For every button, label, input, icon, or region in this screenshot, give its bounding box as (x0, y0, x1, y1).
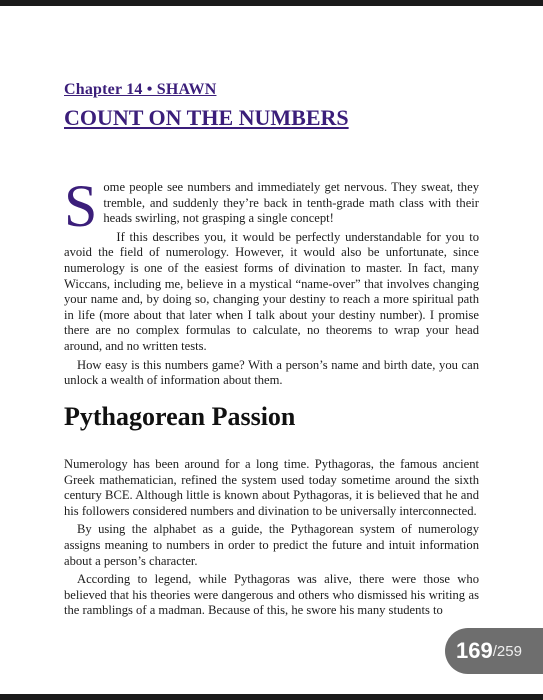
section-paragraph-2: By using the alphabet as a guide, the Pythagorean system of numerology assigns meaning to numbers in order to predict the future and intuit information about a person’s character. (64, 522, 479, 568)
drop-cap: S (64, 173, 98, 239)
chapter-title: COUNT ON THE NUMBERS (64, 105, 349, 130)
total-page-count: 259 (496, 642, 522, 660)
chapter-label: Chapter 14 • SHAWN (64, 81, 217, 98)
current-page-number: 169 (456, 638, 493, 663)
intro-paragraph-1 (64, 173, 479, 239)
intro-paragraph-3: How easy is this numbers game? With a person’s name and birth date, you can unlock a wealth of information about them. (64, 357, 479, 388)
section-text (64, 457, 479, 622)
page-number-badge[interactable] (445, 628, 543, 674)
page-separator: / (492, 642, 497, 660)
section-paragraph-3: According to legend, while Pythagoras was alive, there were those who believed that his theories were dangerous and others who dismissed his writing as the ramblings of a madman. Because of this, he swore his many students to (64, 572, 479, 618)
intro-text (64, 173, 479, 392)
section-paragraph-1: Numerology has been around for a long time. Pythagoras, the famous ancient Greek mathematician, refined the system used today sometime around the sixth century BCE. Although little is known about Pythagoras, it is believed that he and his followers considered numbers and divination to be universally interconnected. (64, 457, 479, 518)
top-edge-bar (0, 0, 543, 6)
intro-paragraph-1-text: ome people see numbers and immediately get nervous. They sweat, they tremble, and suddenly they’re back in tenth-grade math class with their heads swirling, not grasping a single concept! (103, 180, 479, 226)
bottom-edge-bar (0, 694, 543, 700)
section-heading: Pythagorean Passion (64, 402, 296, 431)
intro-paragraph-2: If this describes you, it would be perfectly understandable for you to avoid the field of numerology. However, it would also be unfortunate, since numerology is one of the easiest forms of divination to master. In fact, many Wiccans, including me, believe in a mystical “name-over” that involves changing your name and, by doing so, changing your destiny to reach a more spiritual path in life (more about that later when I talk about your destiny number). I promise there are no complex formulas to calculate, no theorems to wrap your head around, and no written tests. (64, 229, 479, 353)
